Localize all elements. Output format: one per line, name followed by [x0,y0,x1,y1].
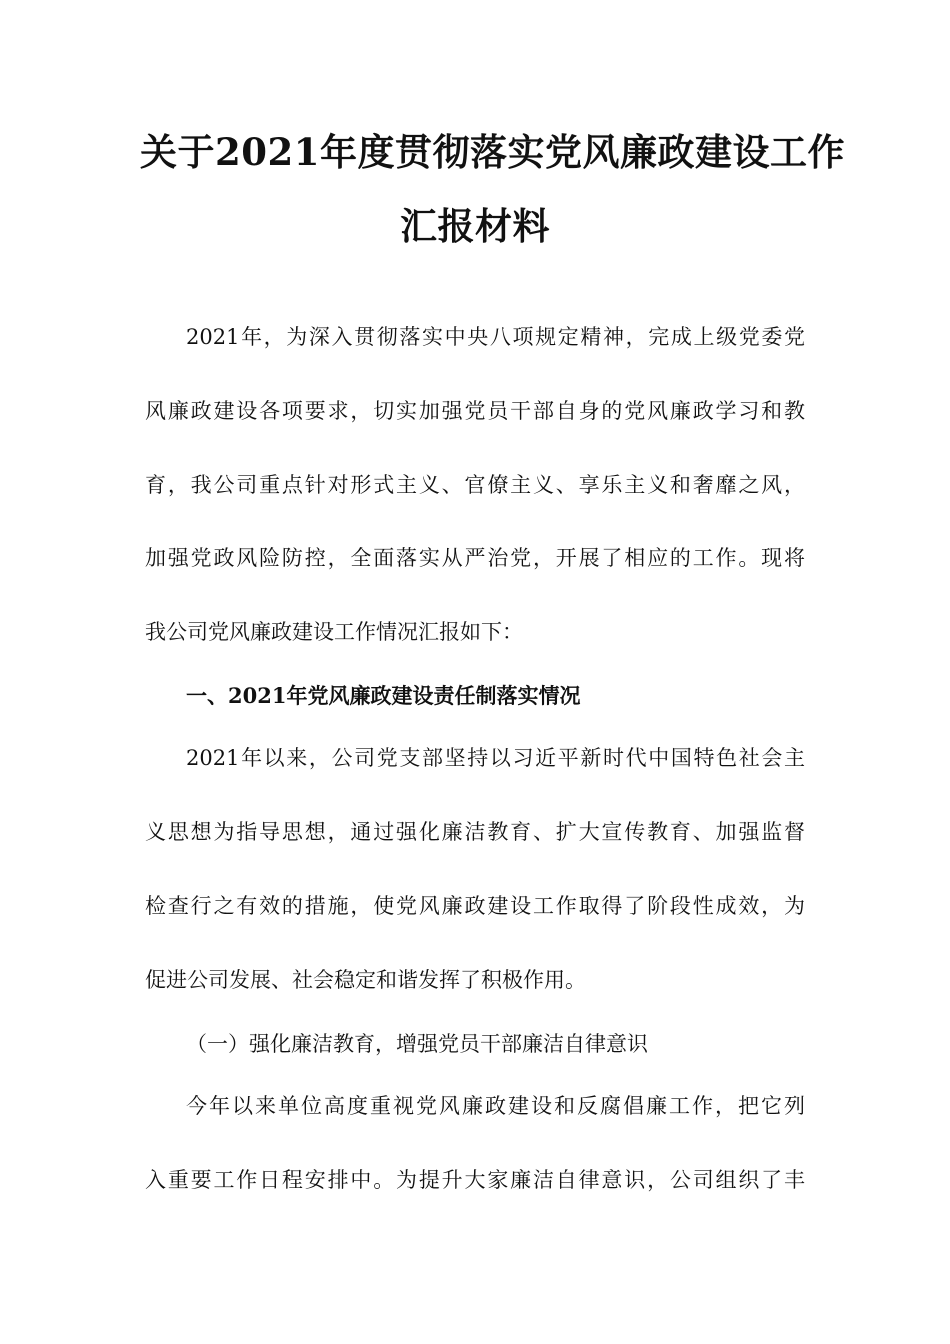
paragraph-1-line-5: 我公司党风廉政建设工作情况汇报如下： [145,620,523,644]
paragraph-2-line-3: 检查行之有效的措施，使党风廉政建设工作取得了阶段性成效，为 [145,894,805,918]
paragraph-1-line-3: 育，我公司重点针对形式主义、官僚主义、享乐主义和奢靡之风， [145,473,805,497]
paragraph-2-line-4: 促进公司发展、社会稳定和谐发挥了积极作用。 [145,968,586,992]
paragraph-2-line-2: 义思想为指导思想，通过强化廉洁教育、扩大宣传教育、加强监督 [145,820,805,844]
paragraph-1-line-4: 加强党政风险防控，全面落实从严治党，开展了相应的工作。现将 [145,546,805,570]
section-heading-1: 一、2021年党风廉政建设责任制落实情况 [186,683,581,708]
subsection-heading-1: （一）强化廉洁教育，增强党员干部廉洁自律意识 [186,1032,648,1056]
document-title-line-2: 汇报材料 [400,204,550,248]
paragraph-3-line-1: 今年以来单位高度重视党风廉政建设和反腐倡廉工作，把它列 [186,1094,805,1118]
paragraph-1-line-1: 2021年，为深入贯彻落实中央八项规定精神，完成上级党委党 [186,325,805,349]
paragraph-1-line-2: 风廉政建设各项要求，切实加强党员干部自身的党风廉政学习和教 [145,399,805,423]
paragraph-2-line-1: 2021年以来，公司党支部坚持以习近平新时代中国特色社会主 [186,746,805,770]
paragraph-3-line-2: 入重要工作日程安排中。为提升大家廉洁自律意识，公司组织了丰 [145,1168,805,1192]
document-title-line-1: 关于2021年度贯彻落实党风廉政建设工作 [140,130,845,174]
